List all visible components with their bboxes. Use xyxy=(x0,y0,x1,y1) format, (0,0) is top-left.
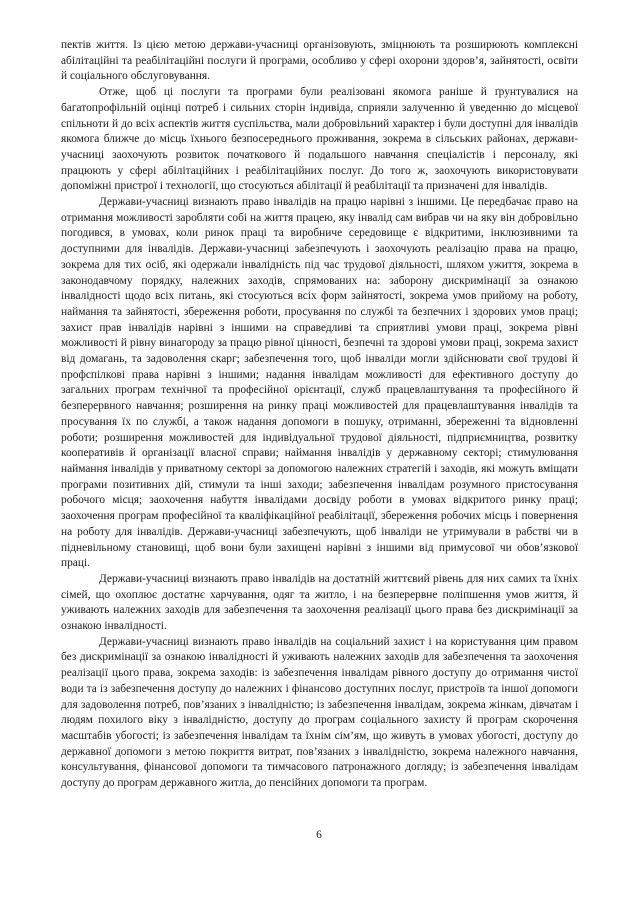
paragraph-2: Отже, щоб ці послуги та програми були реалізовані якомога раніше й ґрунтувалися на багатопрофільній оцінці потреб і сильних сторін індивіда, сприяли залученню й уведенню до місцевої спільноти й до всіх аспектів життя суспільства, мали добровільний характер і були доступні для інвалідів якомога ближче до місць їхнього безпосереднього проживання, зокрема в сільських районах, держави-учасниці заохочують розвиток початкового й подальшого навчання спеціалістів і персоналу, які працюють у сфері абілітаційних і реабілітаційних послуг. До того ж, заохочують використовувати допоміжні пристрої і технології, що стосуються абілітації й реабілітації та призначені для інвалідів. xyxy=(61,86,578,193)
page-number: 6 xyxy=(316,829,322,841)
paragraph-3: Держави-учасниці визнають право інвалідів на працю нарівні з іншими. Це передбачає право на отримання можливості заробляти собі на життя працею, яку інвалід сам вибрав чи на яку він добровільно погодився, в умовах, коли ринок праці та виробниче середовище є відкритими, інклюзивними та доступними для інвалідів. Держави-учасниці забезпечують і заохочують реалізацію права на працю, зокрема для тих осіб, які одержали інвалідність під час трудової діяльності, шляхом ужиття, зокрема в законодавчому порядку, належних заходів, спрямованих на: заборону дискримінації за ознакою інвалідності щодо всіх питань, які стосуються всіх форм зайнятості, зокрема умов прийому на роботу, наймання та зайнятості, збереження роботи, просування по службі та безпечних і здорових умов праці; захист прав інвалідів нарівні з іншими на справедливі та сприятливі умови праці, зокрема рівні можливості й рівну винагороду за працю рівної цінності, безпечні та здорові умови праці, зокрема захист від домагань, та задоволення скарг; забезпечення того, щоб інваліди могли здійснювати свої трудові й профспілкові права нарівні з іншими; надання інвалідам можливості для ефективного доступу до загальних програм технічної та професійної орієнтації, служб працевлаштування та професійного й безперервного навчання; розширення на ринку праці можливостей для працевлаштування інвалідів та просування їх по службі, а також надання допомоги в пошуку, отриманні, збереженні та відновленні роботи; розширення можливостей для індивідуальної трудової діяльності, підприємництва, розвитку кооперативів й організації власної справи; наймання інвалідів у державному секторі; стимулювання наймання інвалідів у приватному секторі за допомогою належних стратегій і заходів, які можуть вміщати програми позитивних дій, стимули та інші заходи; забезпечення інвалідам розумного пристосування робочого місця; заохочення набуття інвалідами досвіду роботи в умовах відкритого ринку праці; заохочення програм професійної та кваліфікаційної реабілітації, збереження робочих місць і повернення на роботу для інвалідів. Держави-учасниці забезпечують, щоб інваліди не утримували в рабстві чи в підневільному становищі, щоб вони були захищені нарівні з іншими від примусової чи обов’язкової праці. xyxy=(61,196,578,570)
paragraph-1: пектів життя. Із цією метою держави-учасниці організовують, зміцнюють та розширюють комплексні абілітаційні та реабілітаційні послуги й програми, особливо у сфері охорони здоров’я, зайнятості, освіти й соціального обслуговування. xyxy=(61,39,578,83)
paragraph-5: Держави-учасниці визнають право інвалідів на соціальний захист і на користування цим правом без дискримінації за ознакою інвалідності й уживають належних заходів для забезпечення та заохочення реалізації цього права, зокрема заходів: із забезпечення інвалідам рівного доступу до отримання чистої води та із забезпечення доступу до належних і фінансово доступних послуг, пристроїв та іншої допомоги для задоволення потреб, пов’язаних з інвалідністю; із забезпечення інвалідам, зокрема жінкам, дівчатам і людям похилого віку з інвалідністю, доступу до програм соціального захисту й програм скорочення масштабів убогості; із забезпечення інвалідам та їхнім сім’ям, що живуть в умовах убогості, доступу до державної допомоги з метою покриття витрат, пов’язаних з інвалідністю, зокрема належного навчання, консультування, фінансової допомоги та тимчасового патронажного догляду; із забезпечення інвалідам доступу до програм державного житла, до пенсійних допомоги та програм. xyxy=(61,635,578,790)
document-body xyxy=(61,38,578,792)
paragraph-4: Держави-учасниці визнають право інвалідів на достатній життєвий рівень для них самих та їхніх сімей, що охоплює достатнє харчування, одяг та житло, і на безперервне поліпшення умов життя, й уживають належних заходів для забезпечення та заохочення реалізації цього права без дискримінації за ознакою інвалідності. xyxy=(61,572,578,633)
